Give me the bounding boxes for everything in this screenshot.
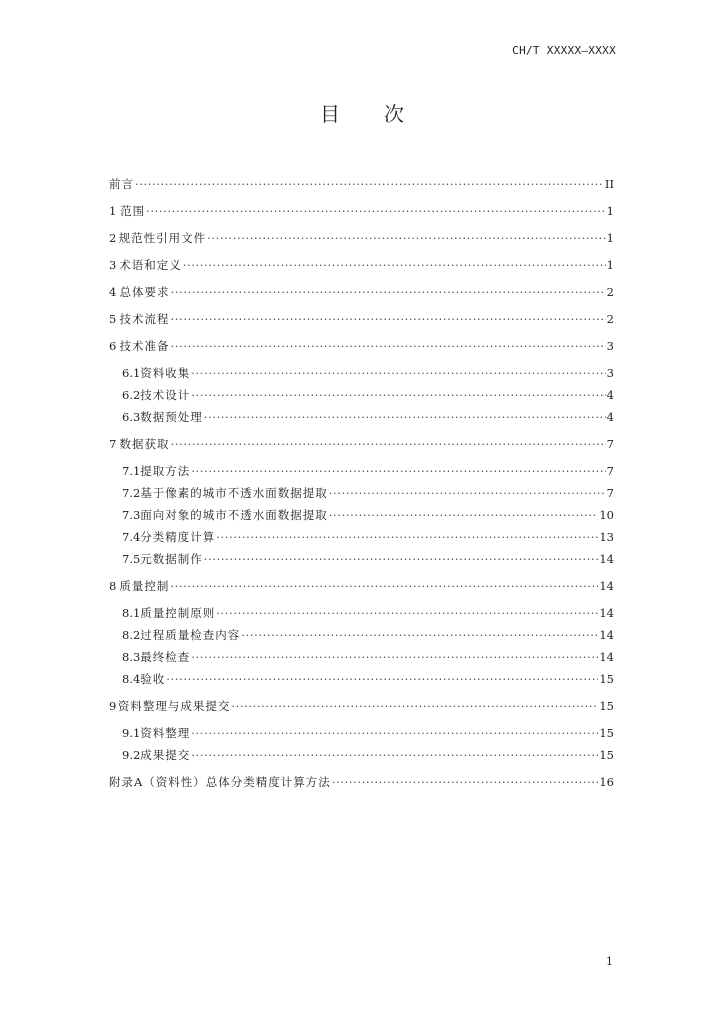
toc-entry-label: 分类精度计算 xyxy=(140,530,216,544)
toc-entry-page: 14 xyxy=(599,552,614,566)
toc-dot-leader xyxy=(135,176,604,192)
toc-entry-page: 15 xyxy=(599,748,614,762)
toc-entry[interactable] xyxy=(122,485,614,501)
toc-entry-label: 技术准备 xyxy=(119,339,170,353)
toc-entry-page: 7 xyxy=(606,464,614,478)
document-code: CH/T XXXXX—XXXX xyxy=(512,44,616,57)
toc-dot-leader xyxy=(170,578,598,594)
toc-entry-page: 1 xyxy=(606,204,614,218)
toc-entry-page: 7 xyxy=(606,437,614,451)
toc-entry-label: 资料收集 xyxy=(140,366,191,380)
toc-entry-number: 3 xyxy=(109,258,117,272)
toc-entry-page: 15 xyxy=(599,726,614,740)
toc-entry-number: 8.2 xyxy=(122,628,141,642)
toc-entry-label: 最终检查 xyxy=(140,650,191,664)
toc-entry-label: 规范性引用文件 xyxy=(118,231,207,245)
toc-dot-leader xyxy=(171,338,606,354)
toc-entry-number: 9 xyxy=(109,699,117,713)
toc-entry[interactable] xyxy=(109,774,614,790)
page-title: 目次 xyxy=(320,102,448,126)
toc-entry-label: 总体要求 xyxy=(119,285,170,299)
toc-entry[interactable] xyxy=(109,338,614,354)
toc-dot-leader xyxy=(171,284,606,300)
toc-entry-number: 8.1 xyxy=(122,606,141,620)
toc-dot-leader xyxy=(329,485,606,501)
toc-entry[interactable] xyxy=(122,605,614,621)
toc-entry-page: 1 xyxy=(606,258,614,272)
toc-entry-page: 16 xyxy=(599,775,614,789)
toc-entry-number: 2 xyxy=(109,231,117,245)
toc-entry-page: 15 xyxy=(599,699,614,713)
toc-entry[interactable] xyxy=(122,387,614,403)
toc-entry[interactable] xyxy=(122,671,614,687)
toc-entry[interactable] xyxy=(122,409,614,425)
toc-entry-label: 技术流程 xyxy=(119,312,170,326)
toc-entry-number: 6 xyxy=(109,339,117,353)
toc-entry-page: 14 xyxy=(599,628,614,642)
toc-entry-label: 质量控制原则 xyxy=(140,606,216,620)
toc-entry[interactable] xyxy=(109,698,614,714)
toc-dot-leader xyxy=(204,409,606,425)
toc-dot-leader xyxy=(191,747,598,763)
toc-entry-label: 面向对象的城市不透水面数据提取 xyxy=(140,508,328,522)
toc-entry-page: 10 xyxy=(599,508,614,522)
toc-entry[interactable] xyxy=(122,747,614,763)
toc-entry-number: 9.1 xyxy=(122,726,141,740)
toc-entry-number: 6.1 xyxy=(122,366,141,380)
toc-dot-leader xyxy=(166,671,598,687)
toc-entry-label: 附录A（资料性）总体分类精度计算方法 xyxy=(109,775,331,789)
toc-entry[interactable] xyxy=(122,365,614,381)
toc-entry[interactable] xyxy=(122,463,614,479)
toc-dot-leader xyxy=(216,605,598,621)
toc-entry-page: 3 xyxy=(606,366,614,380)
toc-entry-label: 技术设计 xyxy=(140,388,191,402)
toc-entry-page: 14 xyxy=(599,579,614,593)
toc-entry-label: 数据获取 xyxy=(119,437,170,451)
toc-entry-page: 2 xyxy=(606,285,614,299)
toc-entry-label: 资料整理 xyxy=(140,726,191,740)
toc-entry[interactable] xyxy=(109,230,614,246)
toc-entry[interactable] xyxy=(109,436,614,452)
toc-entry-number: 8 xyxy=(109,579,117,593)
page-number: 1 xyxy=(606,955,613,968)
toc-entry[interactable] xyxy=(122,649,614,665)
toc-entry[interactable] xyxy=(122,529,614,545)
toc-entry-page: 4 xyxy=(606,388,614,402)
toc-dot-leader xyxy=(171,436,606,452)
toc-entry-label: 基于像素的城市不透水面数据提取 xyxy=(140,486,328,500)
toc-entry-number: 7 xyxy=(109,437,117,451)
toc-entry-number: 7.4 xyxy=(122,530,141,544)
toc-entry[interactable] xyxy=(109,284,614,300)
toc-entry-label: 过程质量检查内容 xyxy=(140,628,241,642)
toc-entry-label: 数据预处理 xyxy=(140,410,203,424)
toc-dot-leader xyxy=(332,774,599,790)
toc-entry-label: 术语和定义 xyxy=(119,258,182,272)
toc-entry[interactable] xyxy=(109,311,614,327)
toc-entry-number: 1 xyxy=(109,204,117,218)
toc-entry-label: 验收 xyxy=(140,672,166,686)
toc-entry-label: 质量控制 xyxy=(119,579,170,593)
toc-entry-number: 7.5 xyxy=(122,552,141,566)
toc-dot-leader xyxy=(146,203,606,219)
toc-entry-label: 前言 xyxy=(109,177,134,191)
toc-entry-page: 14 xyxy=(599,606,614,620)
toc-dot-leader xyxy=(207,230,606,246)
toc-entry-label: 范围 xyxy=(120,204,146,218)
toc-entry-page: 2 xyxy=(606,312,614,326)
toc-entry[interactable] xyxy=(122,507,614,523)
toc-entry-page: 1 xyxy=(606,231,614,245)
toc-dot-leader xyxy=(191,649,598,665)
toc-entry[interactable] xyxy=(109,203,614,219)
toc-dot-leader xyxy=(191,365,605,381)
toc-entry[interactable] xyxy=(122,627,614,643)
toc-entry-page: 3 xyxy=(606,339,614,353)
toc-dot-leader xyxy=(191,387,605,403)
toc-entry-number: 7.3 xyxy=(122,508,141,522)
toc-dot-leader xyxy=(231,698,598,714)
toc-entry-label: 资料整理与成果提交 xyxy=(117,699,231,713)
toc-dot-leader xyxy=(329,507,599,523)
toc-entry-page: 15 xyxy=(599,672,614,686)
toc-entry-number: 6.2 xyxy=(122,388,141,402)
toc-entry[interactable] xyxy=(109,578,614,594)
toc-entry-label: 元数据制作 xyxy=(140,552,203,566)
toc-dot-leader xyxy=(216,529,598,545)
toc-entry[interactable] xyxy=(109,257,614,273)
toc-entry-number: 9.2 xyxy=(122,748,141,762)
toc-entry[interactable] xyxy=(109,176,614,192)
toc-entry-number: 8.4 xyxy=(122,672,141,686)
toc-dot-leader xyxy=(191,463,605,479)
toc-dot-leader xyxy=(241,627,598,643)
toc-entry-page: 13 xyxy=(599,530,614,544)
toc-entry-page: 14 xyxy=(599,650,614,664)
toc-entry-number: 8.3 xyxy=(122,650,141,664)
toc-entry-number: 7.1 xyxy=(122,464,141,478)
toc-entry-number: 7.2 xyxy=(122,486,141,500)
toc-entry-page: 4 xyxy=(606,410,614,424)
toc-entry-number: 6.3 xyxy=(122,410,141,424)
toc-entry-page: 7 xyxy=(606,486,614,500)
toc-dot-leader xyxy=(191,725,598,741)
toc-entry[interactable] xyxy=(122,551,614,567)
toc-entry[interactable] xyxy=(122,725,614,741)
toc-entry-number: 4 xyxy=(109,285,117,299)
toc-entry-label: 提取方法 xyxy=(140,464,191,478)
toc-entry-label: 成果提交 xyxy=(140,748,191,762)
toc-dot-leader xyxy=(204,551,599,567)
toc-entry-page: II xyxy=(604,177,614,191)
toc-dot-leader xyxy=(171,311,606,327)
toc-entry-number: 5 xyxy=(109,312,117,326)
toc-dot-leader xyxy=(183,257,606,273)
